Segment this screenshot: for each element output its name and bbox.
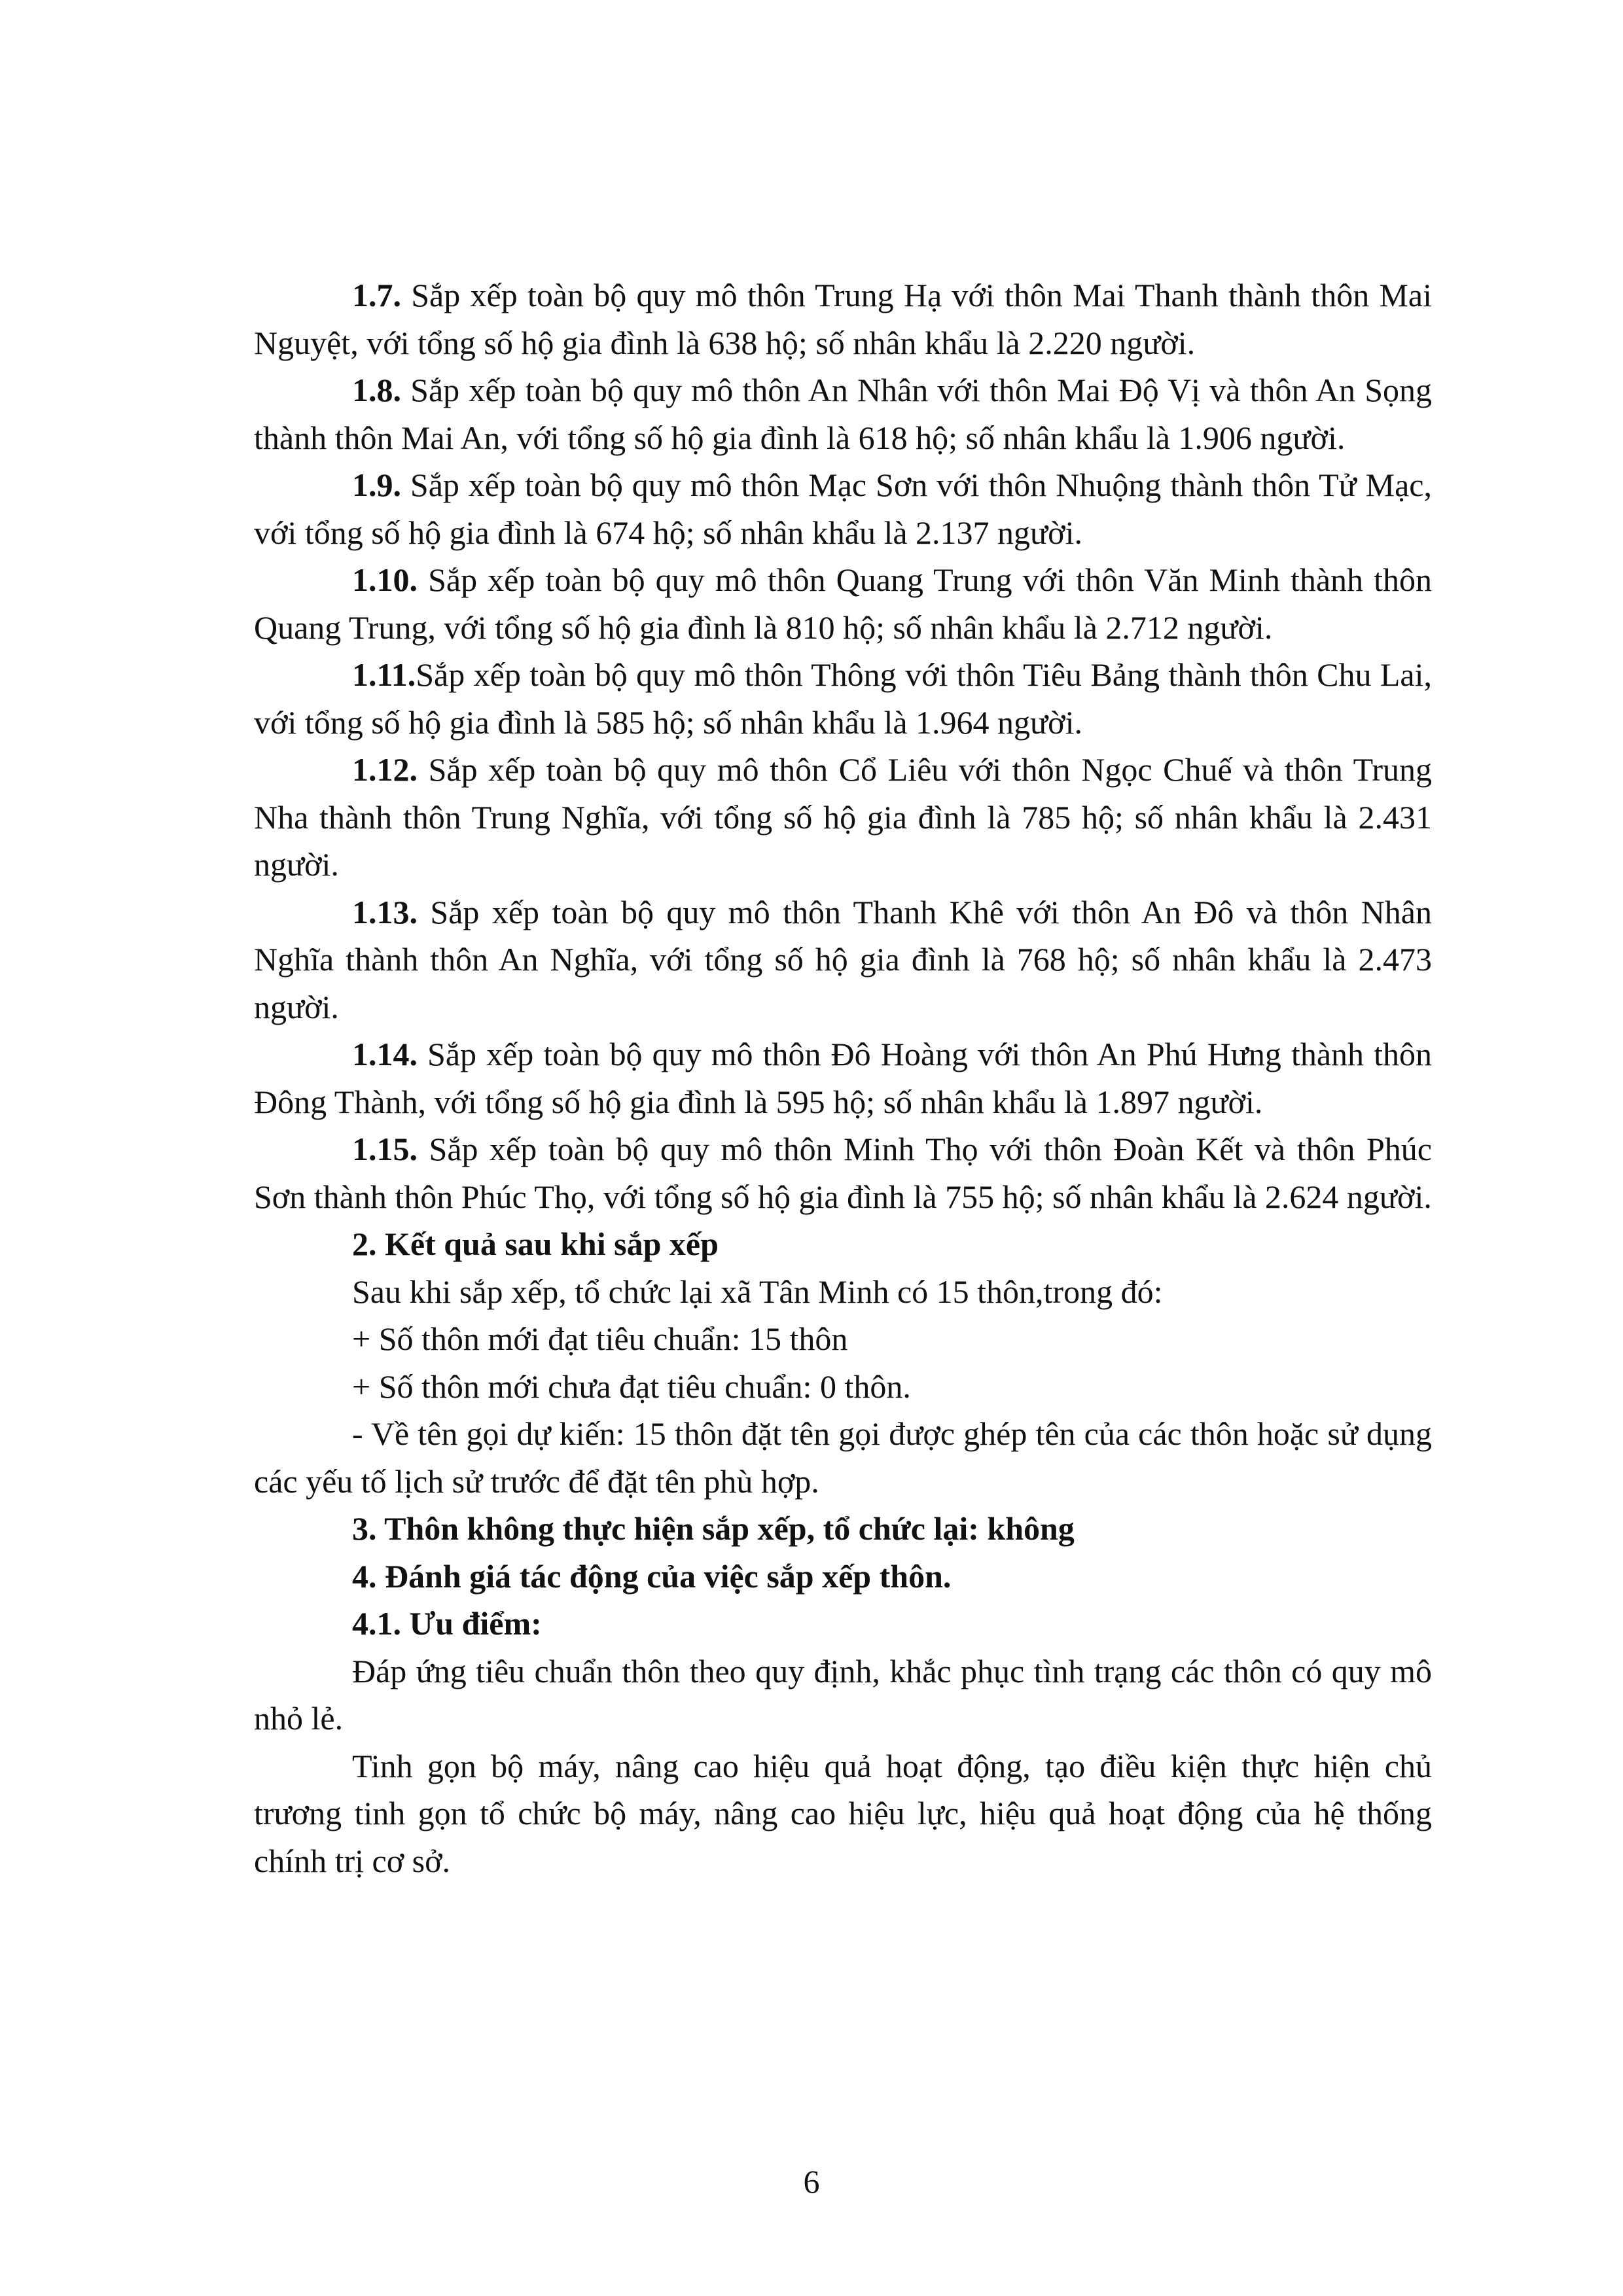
item-1-14 (254, 1031, 1432, 1125)
item-number: 1.14. (352, 1036, 418, 1072)
item-text: Sắp xếp toàn bộ quy mô thôn Cổ Liêu với thôn Ngọc Chuế và thôn Trung Nha thành thôn Trung Nghĩa, với tổng số hộ gia đình là 785 hộ; số nhân khẩu là 2.431 người. (254, 751, 1432, 883)
item-text: Sắp xếp toàn bộ quy mô thôn Trung Hạ với thôn Mai Thanh thành thôn Mai Nguyệt, với tổng số hộ gia đình là 638 hộ; số nhân khẩu là 2.220 người. (254, 277, 1432, 361)
item-text: Sắp xếp toàn bộ quy mô thôn Minh Thọ với thôn Đoàn Kết và thôn Phúc Sơn thành thôn Phúc Thọ, với tổng số hộ gia đình là 755 hộ; số nhân khẩu là 2.624 người. (254, 1131, 1432, 1215)
item-1-13 (254, 889, 1432, 1031)
item-1-11 (254, 651, 1432, 746)
item-1-9 (254, 461, 1432, 556)
item-number: 1.7. (352, 277, 401, 313)
item-text: Sắp xếp toàn bộ quy mô thôn An Nhân với thôn Mai Độ Vị và thôn An Sọng thành thôn Mai An, với tổng số hộ gia đình là 618 hộ; số nhân khẩu là 1.906 người. (254, 372, 1432, 456)
item-1-10 (254, 556, 1432, 651)
section-4-1-para-2: Tinh gọn bộ máy, nâng cao hiệu quả hoạt động, tạo điều kiện thực hiện chủ trương tinh gọn tổ chức bộ máy, nâng cao hiệu lực, hiệu quả hoạt động của hệ thống chính trị cơ sở. (254, 1747, 1432, 1879)
section-2-intro: Sau khi sắp xếp, tổ chức lại xã Tân Minh có 15 thôn,trong đó: (352, 1273, 1163, 1310)
item-text: Sắp xếp toàn bộ quy mô thôn Quang Trung với thôn Văn Minh thành thôn Quang Trung, với tổng số hộ gia đình là 810 hộ; số nhân khẩu là 2.712 người. (254, 561, 1432, 646)
item-1-15 (254, 1125, 1432, 1220)
item-text: Sắp xếp toàn bộ quy mô thôn Thông với thôn Tiêu Bảng thành thôn Chu Lai, với tổng số hộ gia đình là 585 hộ; số nhân khẩu là 1.964 người. (254, 656, 1432, 741)
item-1-12 (254, 746, 1432, 889)
document-body (254, 272, 1432, 1884)
section-3-heading: 3. Thôn không thực hiện sắp xếp, tổ chức lại: không (352, 1510, 1075, 1547)
page-number: 6 (803, 2163, 820, 2200)
item-number: 1.12. (352, 751, 418, 788)
section-4-1-para-1: Đáp ứng tiêu chuẩn thôn theo quy định, khắc phục tình trạng các thôn có quy mô nhỏ lẻ. (254, 1652, 1432, 1737)
item-number: 1.8. (352, 372, 401, 408)
section-4-1-heading: 4.1. Ưu điểm: (352, 1605, 542, 1642)
item-text: Sắp xếp toàn bộ quy mô thôn Thanh Khê với thôn An Đô và thôn Nhân Nghĩa thành thôn An Nghĩa, với tổng số hộ gia đình là 768 hộ; số nhân khẩu là 2.473 người. (254, 893, 1432, 1025)
item-number: 1.11. (352, 656, 416, 693)
section-2-bullet-1: + Số thôn mới đạt tiêu chuẩn: 15 thôn (352, 1320, 848, 1357)
section-2-naming: - Về tên gọi dự kiến: 15 thôn đặt tên gọi được ghép tên của các thôn hoặc sử dụng các yếu tố lịch sử trước để đặt tên phù hợp. (254, 1415, 1432, 1500)
item-1-8 (254, 366, 1432, 461)
item-number: 1.10. (352, 561, 418, 598)
section-2-heading: 2. Kết quả sau khi sắp xếp (352, 1226, 719, 1262)
section-4-heading: 4. Đánh giá tác động của việc sắp xếp thôn. (352, 1557, 952, 1595)
item-number: 1.13. (352, 893, 418, 930)
item-number: 1.15. (352, 1131, 418, 1167)
item-text: Sắp xếp toàn bộ quy mô thôn Đô Hoàng với thôn An Phú Hưng thành thôn Đông Thành, với tổng số hộ gia đình là 595 hộ; số nhân khẩu là 1.897 người. (254, 1036, 1432, 1120)
item-1-7 (254, 272, 1432, 366)
item-text: Sắp xếp toàn bộ quy mô thôn Mạc Sơn với thôn Nhuộng thành thôn Tử Mạc, với tổng số hộ gia đình là 674 hộ; số nhân khẩu là 2.137 người. (254, 467, 1432, 551)
section-2-bullet-2: + Số thôn mới chưa đạt tiêu chuẩn: 0 thôn. (352, 1368, 911, 1405)
item-number: 1.9. (352, 467, 401, 503)
